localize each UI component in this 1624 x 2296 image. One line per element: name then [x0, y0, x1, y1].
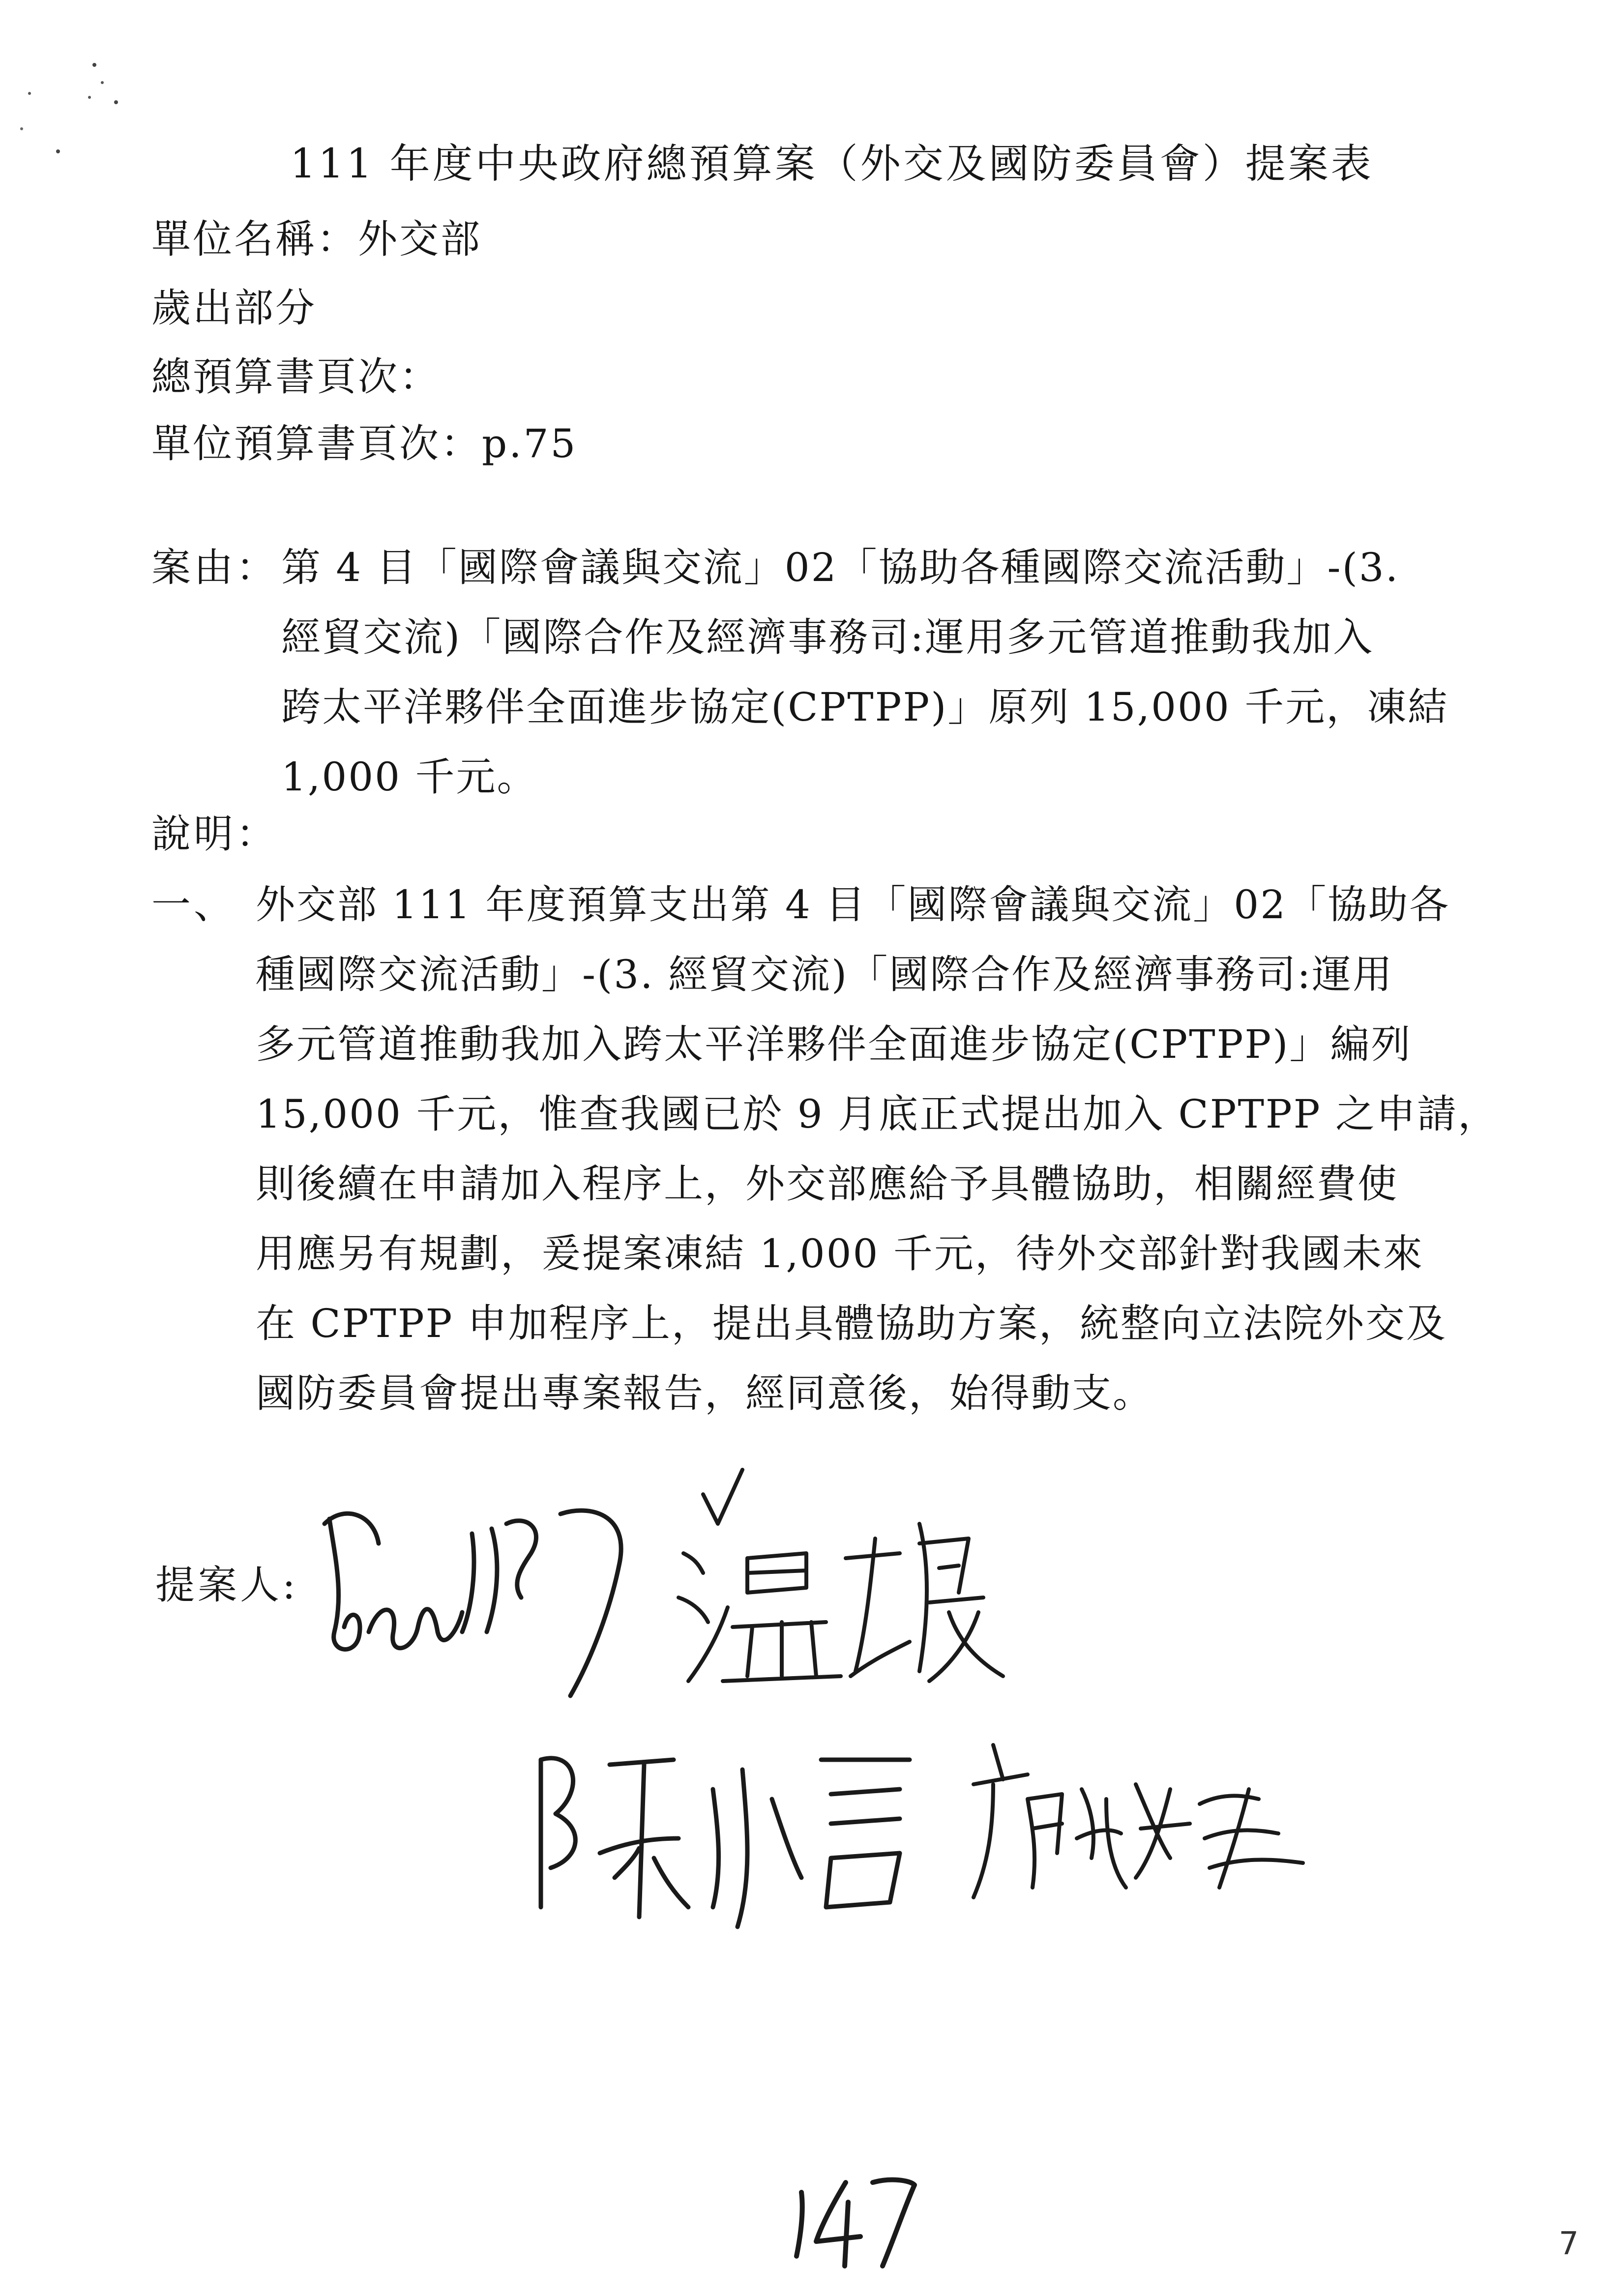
explanation-line: 多元管道推動我加入跨太平洋夥伴全面進步協定(CPTPP)」編列 — [256, 1021, 1412, 1067]
document-title: 111 年度中央政府總預算案（外交及國防委員會）提案表 — [290, 141, 1374, 187]
unit-budget-page-line: 單位預算書頁次：p.75 — [151, 421, 578, 466]
total-budget-page-line: 總預算書頁次： — [151, 354, 441, 400]
proposers-label: 提案人: — [155, 1562, 298, 1608]
explanation-line: 外交部 111 年度預算支出第 4 目「國際會議與交流」02「協助各 — [256, 882, 1450, 928]
unit-name-line: 單位名稱：外交部 — [151, 216, 482, 262]
reason-line: 1,000 千元。 — [281, 754, 538, 800]
scan-specks-decoration — [0, 0, 148, 177]
handwritten-page-number — [787, 2163, 924, 2276]
explanation-line: 用應另有規劃，爰提案凍結 1,000 千元，待外交部針對我國未來 — [256, 1231, 1424, 1277]
reason-line: 第 4 目「國際會議與交流」02「協助各種國際交流活動」-(3. — [281, 545, 1400, 590]
reason-line: 跨太平洋夥伴全面進步協定(CPTPP)」原列 15,000 千元，凍結 — [281, 684, 1449, 730]
explanation-line: 則後續在申請加入程序上，外交部應給予具體協助，相關經費使 — [256, 1161, 1398, 1207]
explanation-item-marker: 一、 — [151, 882, 236, 928]
explanation-line: 在 CPTPP 申加程序上，提出具體協助方案，統整向立法院外交及 — [256, 1301, 1447, 1346]
signature-3 — [526, 1730, 949, 1937]
page-number: 7 — [1559, 2226, 1579, 2262]
reason-line: 經貿交流)「國際合作及經濟事務司:運用多元管道推動我加入 — [281, 614, 1374, 660]
explanation-line: 國防委員會提出專案報告，經同意後，始得動支。 — [256, 1370, 1153, 1416]
explanation-line: 種國際交流活動」-(3. 經貿交流)「國際合作及經濟事務司:運用 — [256, 952, 1394, 997]
signature-4 — [964, 1730, 1318, 1917]
explanation-line: 15,000 千元，惟查我國已於 9 月底正式提出加入 CPTPP 之申請， — [256, 1091, 1499, 1137]
signature-1 — [315, 1484, 669, 1750]
section-line: 歲出部分 — [151, 285, 317, 331]
reason-label: 案由： — [151, 545, 278, 590]
explanation-label: 說明： — [151, 811, 278, 857]
signature-2 — [664, 1465, 1037, 1720]
